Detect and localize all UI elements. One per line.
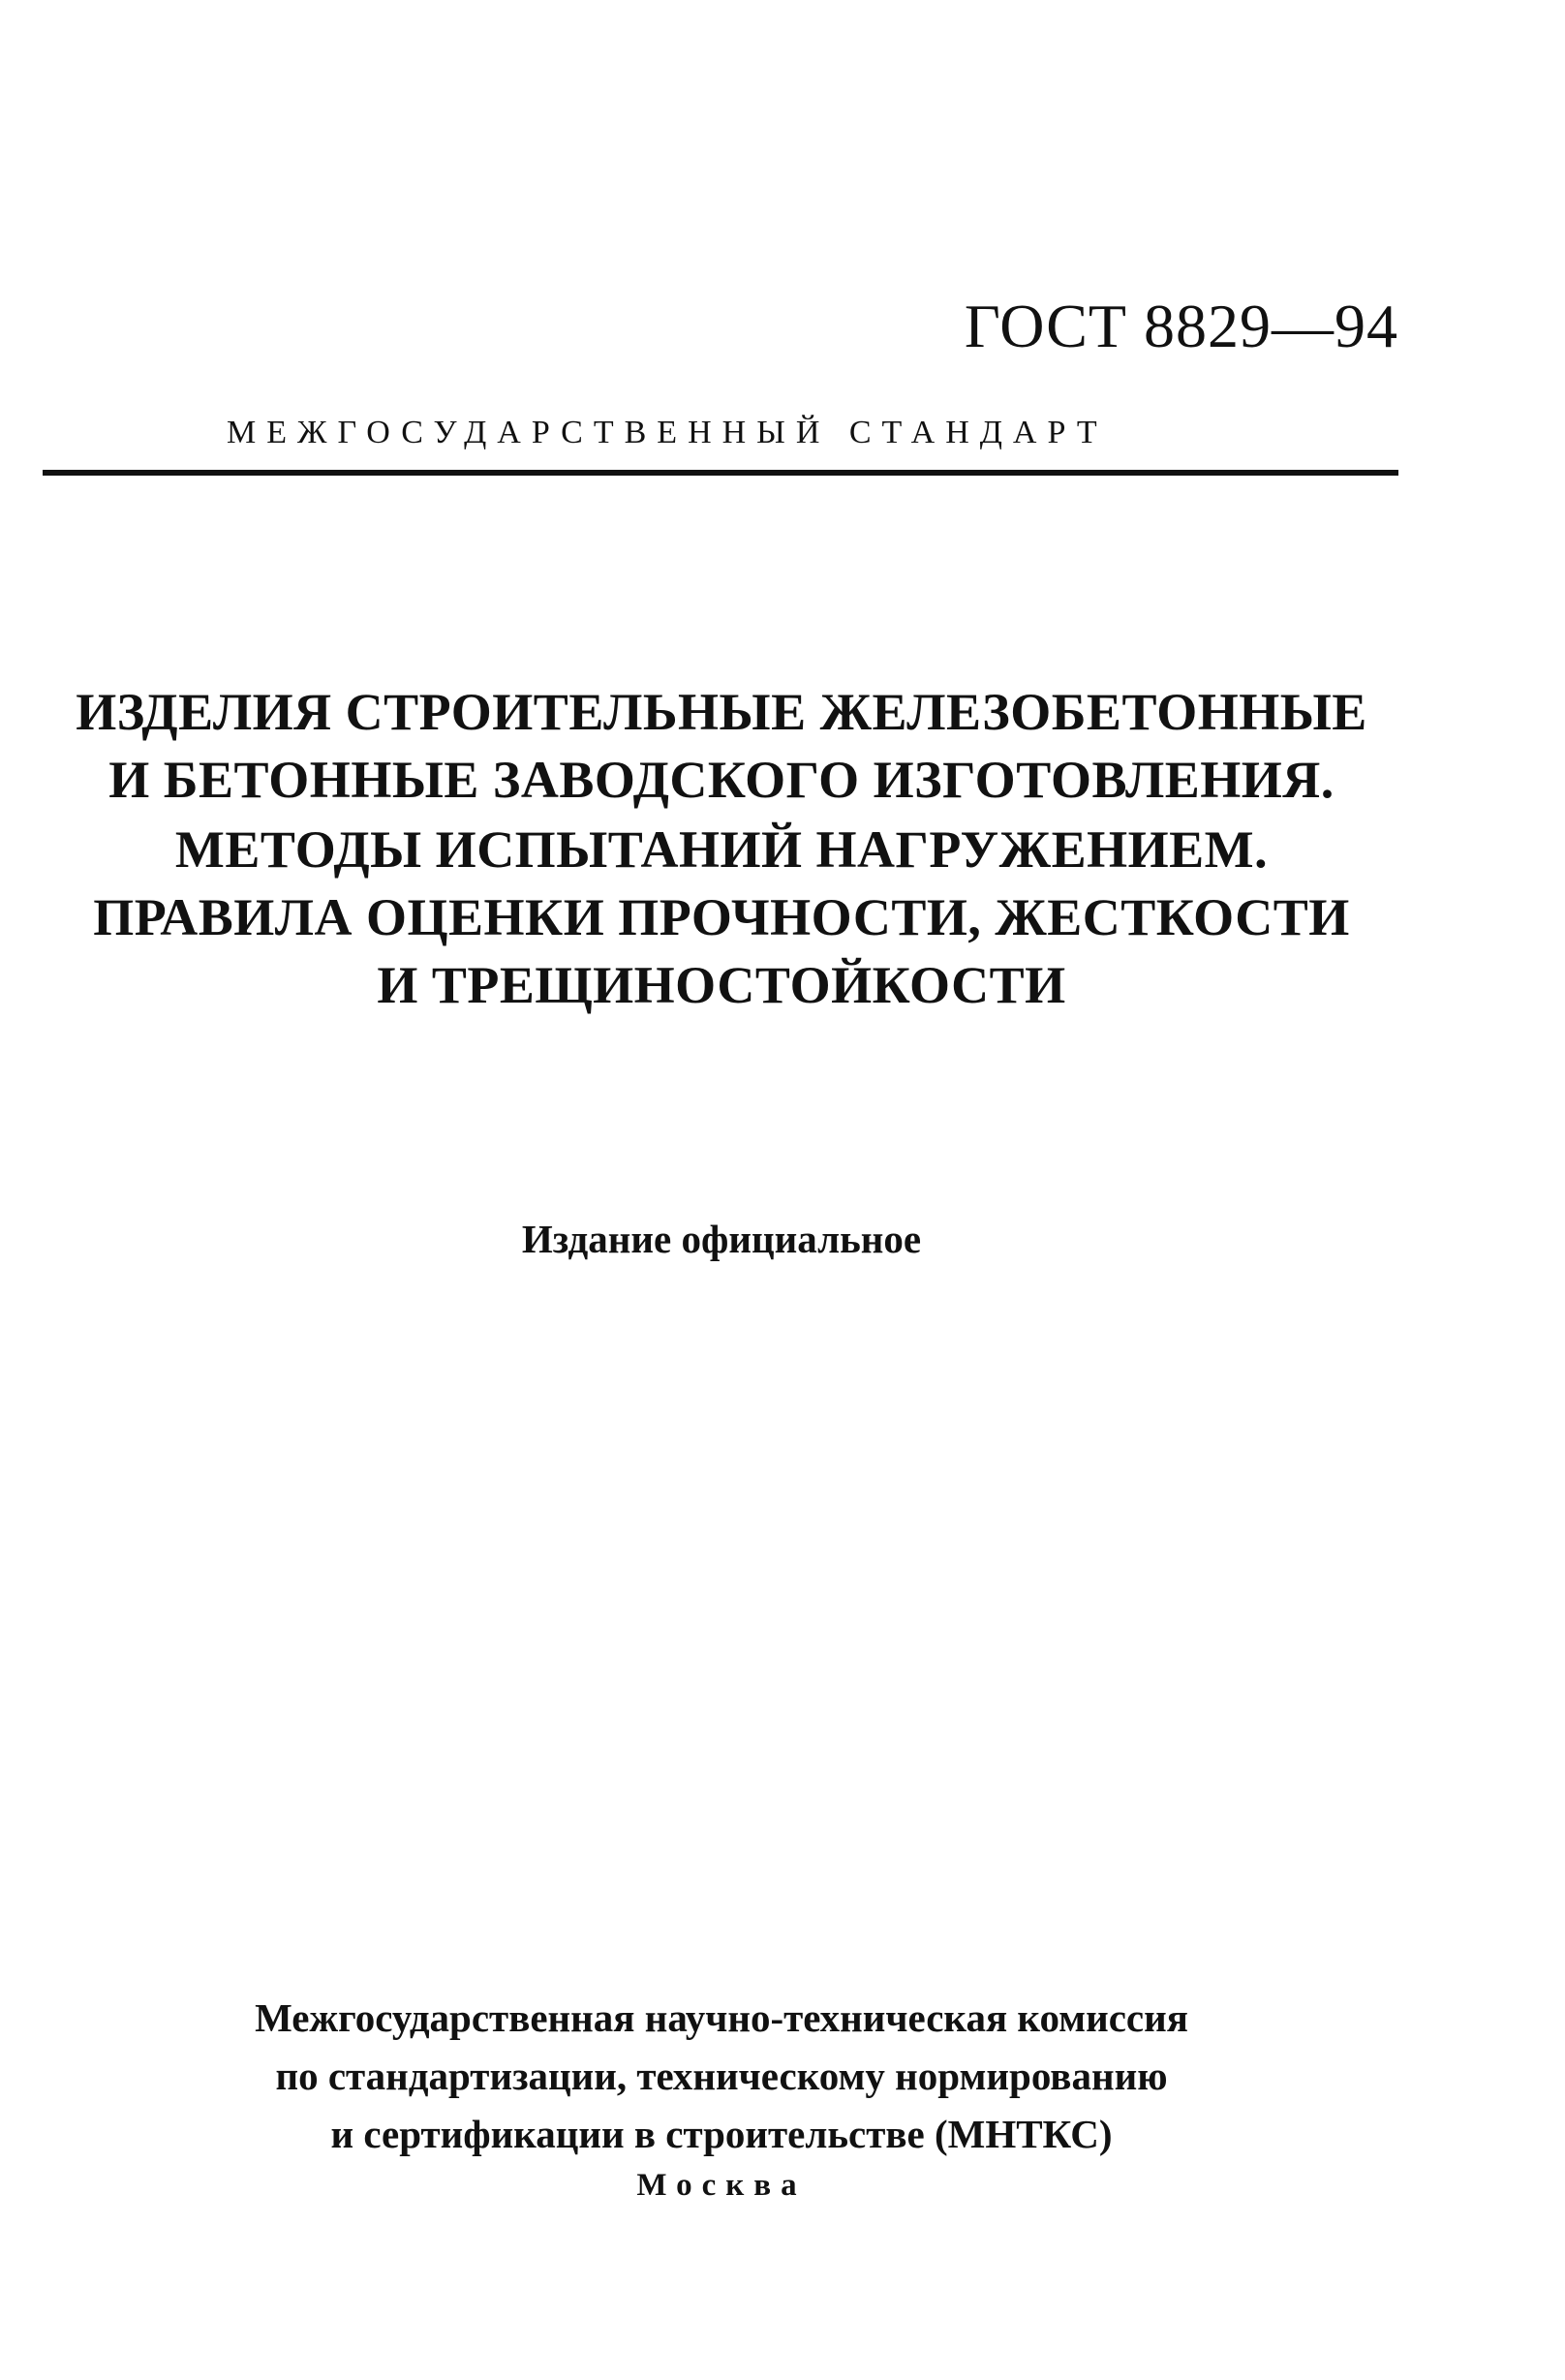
publisher-line: и сертификации в строительстве (МНТКС) — [330, 2112, 1113, 2156]
document-number: ГОСТ 8829—94 — [964, 292, 1398, 360]
header-rule — [43, 470, 1398, 476]
title-sub-line: И ТРЕЩИНОСТОЙКОСТИ — [377, 956, 1066, 1014]
title-main-line: ИЗДЕЛИЯ СТРОИТЕЛЬНЫЕ ЖЕЛЕЗОБЕТОННЫЕ — [76, 683, 1367, 741]
title-main-line: И БЕТОННЫЕ ЗАВОДСКОГО ИЗГОТОВЛЕНИЯ. — [108, 751, 1335, 809]
title-sub-line: МЕТОДЫ ИСПЫТАНИЙ НАГРУЖЕНИЕМ. — [174, 820, 1269, 879]
standard-type-label: МЕЖГОСУДАРСТВЕННЫЙ СТАНДАРТ — [227, 415, 1108, 450]
edition-label: Издание официальное — [521, 1217, 922, 1261]
publisher-line: по стандартизации, техническому нормированию — [275, 2054, 1168, 2098]
document-title-main — [39, 678, 1404, 814]
document-title-sub — [39, 816, 1404, 1019]
publisher-block — [39, 1989, 1404, 2163]
publisher-line: Межгосударственная научно-техническая комиссия — [255, 1995, 1188, 2040]
title-sub-line: ПРАВИЛА ОЦЕНКИ ПРОЧНОСТИ, ЖЕСТКОСТИ — [93, 888, 1350, 946]
publication-city: Москва — [636, 2168, 807, 2203]
